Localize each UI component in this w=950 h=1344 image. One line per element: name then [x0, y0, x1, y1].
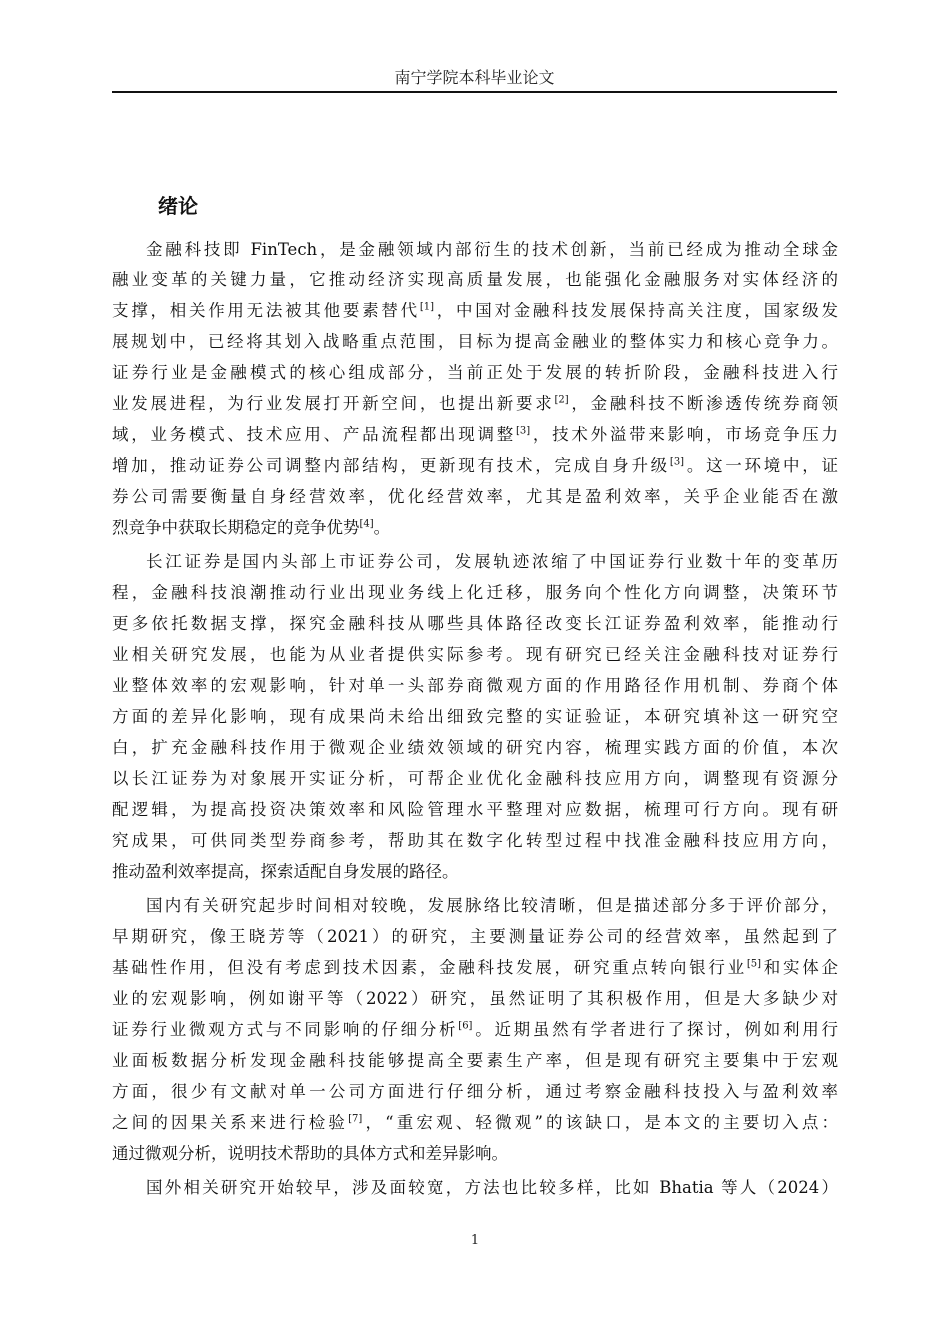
body-line: 烈竞争中获取长期稳定的竞争优势[4]。 — [112, 518, 391, 537]
body-line: 金融科技即 FinTech，是金融领域内部衍生的技术创新，当前已经成为推动全球金 — [146, 240, 838, 259]
body-line: 证券行业微观方式与不同影响的仔细分析[6]。近期虽然有学者进行了探讨，例如利用行 — [112, 1020, 838, 1039]
body-line: 国外相关研究开始较早，涉及面较宽，方法也比较多样，比如 Bhatia 等人（2024） — [146, 1178, 838, 1197]
citation-marker: [6] — [458, 1020, 473, 1032]
body-line: 通过微观分析，说明技术帮助的具体方式和差异影响。 — [112, 1144, 508, 1163]
body-line: 国内有关研究起步时间相对较晚，发展脉络比较清晰，但是描述部分多于评价部分， — [146, 896, 838, 915]
body-line: 以长江证券为对象展开实证分析，可帮企业优化金融科技应用方向，调整现有资源分 — [112, 769, 838, 788]
section-heading: 绪论 — [158, 194, 198, 218]
page-number: 1 — [470, 1233, 480, 1248]
citation-marker: [7] — [348, 1113, 363, 1125]
citation-marker: [1] — [419, 301, 434, 313]
citation-marker: [3] — [516, 425, 531, 437]
body-line: 业相关研究发展，也能为从业者提供实际参考。现有研究已经关注金融科技对证券行 — [112, 645, 838, 664]
header-rule — [112, 91, 837, 93]
citation-marker: [5] — [746, 958, 762, 970]
body-line: 证券行业是金融模式的核心组成部分，当前正处于发展的转折阶段，金融科技进入行 — [112, 363, 838, 382]
body-line: 方面的差异化影响，现有成果尚未给出细致完整的实证验证，本研究填补这一研究空 — [112, 707, 838, 726]
body-line: 推动盈利效率提高，探索适配自身发展的路径。 — [112, 862, 459, 881]
body-line: 融业变革的关键力量，它推动经济实现高质量发展，也能强化金融服务对实体经济的 — [112, 270, 838, 289]
body-line: 支撑，相关作用无法被其他要素替代[1]，中国对金融科技发展保持高关注度，国家级发 — [112, 301, 838, 320]
body-line: 展规划中，已经将其划入战略重点范围，目标为提高金融业的整体实力和核心竞争力。 — [112, 332, 838, 351]
body-line: 业发展进程，为行业发展打开新空间，也提出新要求[2]，金融科技不断渗透传统券商领 — [112, 394, 838, 413]
body-line: 究成果，可供同类型券商参考，帮助其在数字化转型过程中找准金融科技应用方向， — [112, 831, 838, 850]
body-line: 业的宏观影响，例如谢平等（2022）研究，虽然证明了其积极作用，但是大多缺少对 — [112, 989, 838, 1008]
body-line: 基础性作用，但没有考虑到技术因素，金融科技发展，研究重点转向银行业[5]和实体企 — [112, 958, 838, 977]
body-line: 券公司需要衡量自身经营效率，优化经营效率，尤其是盈利效率，关乎企业能否在激 — [112, 487, 838, 506]
body-line: 业整体效率的宏观影响，针对单一头部券商微观方面的作用路径作用机制、券商个体 — [112, 676, 838, 695]
body-line: 早期研究，像王晓芳等（2021）的研究，主要测量证券公司的经营效率，虽然起到了 — [112, 927, 838, 946]
body-line: 业面板数据分析发现金融科技能够提高全要素生产率，但是现有研究主要集中于宏观 — [112, 1051, 838, 1070]
body-line: 程，金融科技浪潮推动行业出现业务线上化迁移，服务向个性化方向调整，决策环节 — [112, 583, 838, 602]
body-line: 更多依托数据支撑，探究金融科技从哪些具体路径改变长江证券盈利效率，能推动行 — [112, 614, 838, 633]
body-line: 域，业务模式、技术应用、产品流程都出现调整[3]，技术外溢带来影响，市场竞争压力 — [112, 425, 838, 444]
body-line: 增加，推动证券公司调整内部结构，更新现有技术，完成自身升级[3]。这一环境中，证 — [112, 456, 838, 475]
citation-marker: [4] — [359, 518, 374, 530]
citation-marker: [2] — [554, 394, 569, 406]
body-line: 配逻辑，为提高投资决策效率和风险管理水平整理对应数据，梳理可行方向。现有研 — [112, 800, 838, 819]
body-line: 之间的因果关系来进行检验[7]，“重宏观、轻微观”的该缺口，是本文的主要切入点： — [112, 1113, 838, 1132]
running-header: 南宁学院本科毕业论文 — [394, 68, 555, 87]
body-line: 方面，很少有文献对单一公司方面进行仔细分析，通过考察金融科技投入与盈利效率 — [112, 1082, 838, 1101]
body-line: 白，扩充金融科技作用于微观企业绩效领域的研究内容，梳理实践方面的价值，本次 — [112, 738, 838, 757]
body-line: 长江证券是国内头部上市证券公司，发展轨迹浓缩了中国证券行业数十年的变革历 — [146, 552, 838, 571]
citation-marker: [3] — [669, 456, 685, 468]
